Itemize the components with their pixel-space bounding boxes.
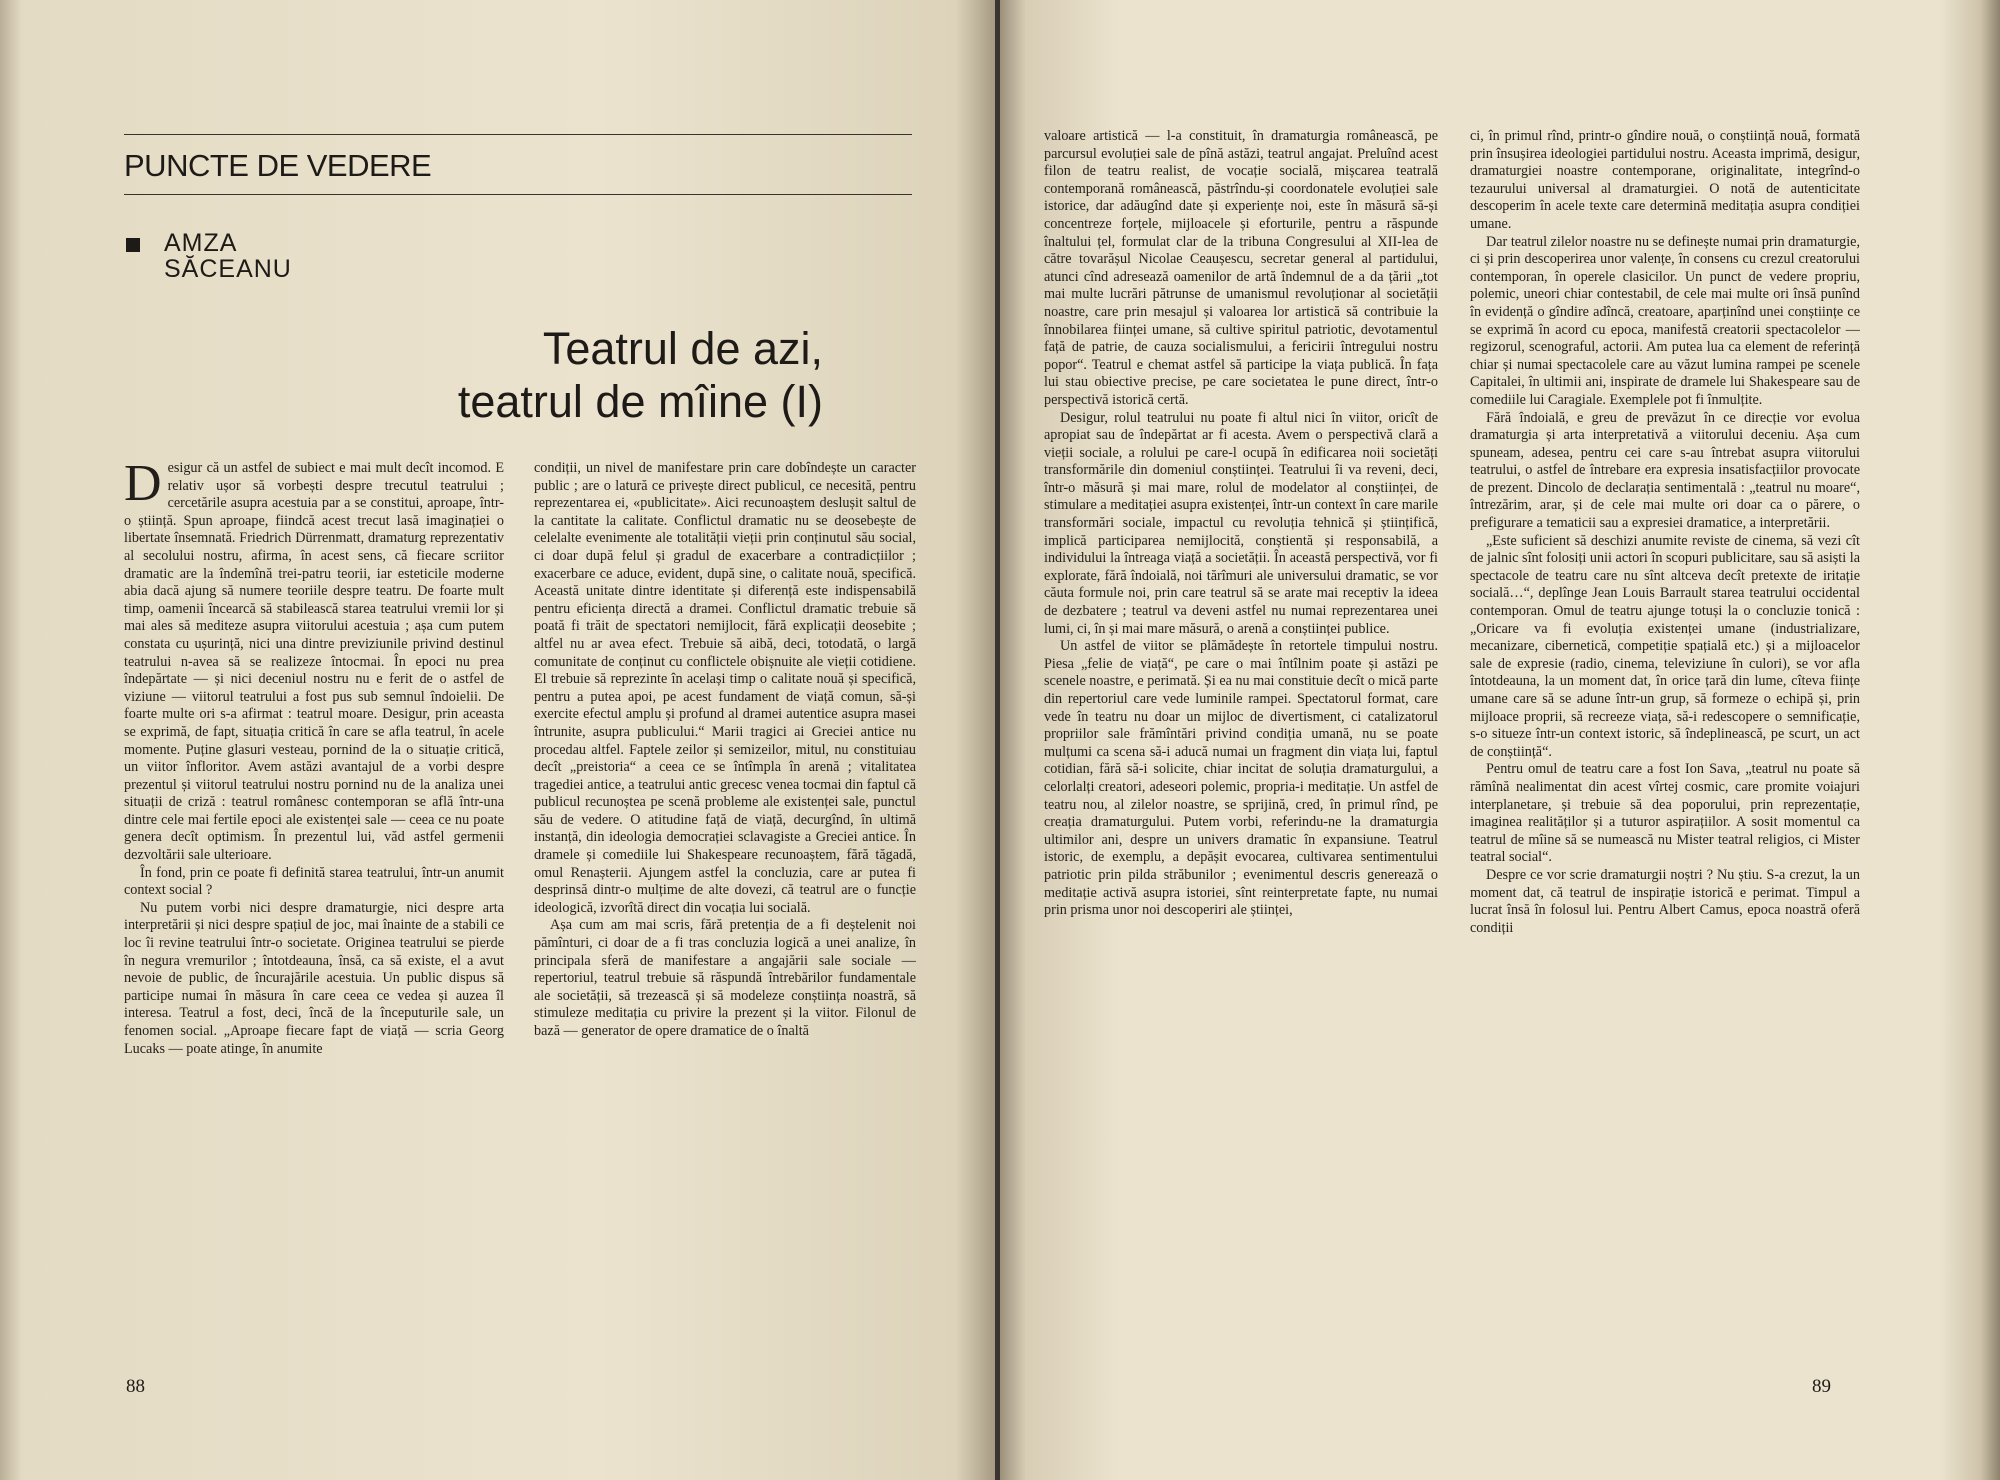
author-second-line: SĂCEANU [164,255,292,283]
paragraph: Dar teatrul zilelor noastre nu se definește numai prin dramaturgie, ci și prin descoperirea unor valențe, în consens cu crezul creatorului contemporan, în operele clasicilor. Un punct de vedere propriu, polemic, uneori chiar contestabil, de cele mai multe ori însă punînd în evidență o gîndire adîncă, creatoare, aparținînd unei conștiințe ce se exprimă în acord cu epoca, manifestă creatorii spectacolelor — regizorul, scenograful, actorii. Am putea lua ca element de referință chiar și numai spectacolele care au văzut lumina rampei pe scenele Capitalei, în ultimii ani, inspirate de dramele lui Shakespeare sau de comediile lui Caragiale. Exemplele pot fi înmulțite. [1470,233,1860,408]
paragraph: Așa cum am mai scris, fără pretenția de a fi deștelenit noi pămînturi, ci doar de a fi tras concluzia logică a unei analize, în principala sferă de manifestare a angajării sale sociale — repertoriul, teatrul trebuie să răspundă întrebărilor fundamentale ale societății, să trezească și să modeleze conștiința noastră, să stimuleze meditația cu privire la prezent și la viitor. Filonul de bază — generator de opere dramatice de o înaltă [534,917,916,1039]
drop-cap: D [124,460,162,512]
article-title-line1: Teatrul de azi, [542,323,823,374]
paragraph [124,460,504,865]
author-first-line: AMZA [164,229,238,257]
paragraph: Despre ce vor scrie dramaturgii noștri ? Nu știu. S-a crezut, la un moment dat, că teatrul de inspirație istorică e perimat. Timpul a lucrat însă în folosul lui. Pentru Albert Camus, epoca noastră oferă condiții [1470,866,1860,936]
author-bullet-square [126,238,140,252]
paragraph: Desigur, rolul teatrului nu poate fi altul nici în viitor, oricît de apropiat sau de îndepărtat ar fi acesta. Avem o perspectivă clară a vieții sociale, a rolului pe care-l ocupă în edificarea noii societăți transformările din domeniul conștiinței. Teatrului îi va reveni, deci, într-o măsură și mai mare, rolul de modelator al conștiinței, de stimulare a meditației asupra existenței, într-un context în care marile transformări sociale, impactul cu revoluția tehnică și științifică, implică participarea nemijlocită, conștientă și responsabilă, a individului la întreaga viață a societății. În această perspectivă, vor fi explorate, fără îndoială, noi tărîmuri ale universului dramatic, se vor căuta formule noi, prin care teatrul să se arate mai receptiv la ideea de dezbatere ; teatrul va deveni astfel nu numai reprezentarea unei lumi, ci, în și mai mare măsură, o arenă a conștiinței publice. [1044,409,1438,637]
text-column-2 [534,460,916,1360]
article-title-line2: teatrul de mîine (I) [457,376,823,427]
author-name [164,230,292,282]
paragraph: condiții, un nivel de manifestare prin care dobîndește un caracter public ; are o latură ce privește direct publicul, ce necesită, pentru reprezentarea ei, «publicitate». Aici recunoaștem deslușit saltul de la cantitate la calitate. Conflictul dramatic nu se deosebește de celelalte evenimente ale totalității vieții prin conținutul său social, ci doar după felul și gradul de exacerbare a contradicțiilor ; exacerbare ce aduce, evident, după sine, o calitate nouă, specifică. Această unitate dintre identitate și diferență este indispensabilă pentru eficiența directă a dramei. Conflictul dramatic trebuie să poată fi trăit de spectatori nemijlocit, fără explicații deosebite ; altfel nu ar avea efect. Trebuie să aibă, deci, totodată, o largă comunitate de conținut cu conflictele obișnuite ale vieții cotidiene. El trebuie să reprezinte în același timp o calitate nouă și specifică, pentru a putea apoi, pe acest fundament de viață comun, să-și exercite efectul amplu și profund al dramei autentice asupra masei întrunite, asupra publicului.“ Marii tragici ai Greciei antice nu procedau altfel. Faptele zeilor și semizeilor, mitul, nu constituiau decît „preistoria“ a ceea ce se întîmpla în arenă ; vitalitatea tragediei antice, a teatrului antic grecesc venea tocmai din faptul că publicul recunoștea pe scenă probleme ale existenței sale, punctul său de vedere. O atitudine față de viață, decurgînd, în ultimă instanță, din ideologia democrației sclavagiste a Greciei antice. În dramele și comediile lui Shakespeare recunoaștem, fără tăgadă, omul Renașterii. Ajungem astfel la concluzia, care ar putea fi desprinsă dintr-o mulțime de alte dovezi, că teatrul are o funcție ideologică, izvorîtă direct din vocația lui socială. [534,460,916,916]
right-page [1000,0,2000,1480]
page-number-right: 89 [1812,1376,1831,1397]
text-column-4 [1470,128,1860,1364]
section-title: PUNCTE DE VEDERE [124,148,432,183]
paragraph: Pentru omul de teatru care a fost Ion Sava, „teatrul nu poate să rămînă nealimentat din acest vîrtej cosmic, care promite voiajuri interplanetare, și trebuie să dea poporului, prin reprezentație, imaginea realităților și a tuturor aspirațiilor. A sosit momentul ca teatrul de mîine să se numească nu Mister teatral religios, ci Mister teatral social“. [1470,761,1860,866]
paragraph-text: esigur că un astfel de subiect e mai mult decît incomod. E relativ ușor să vorbești despre trecutul teatrului ; cercetările asupra acestuia par a se constitui, aproape, într-o știință. Spun aproape, fiindcă acest trecut lasă imaginației o libertate însemnată. Friedrich Dürrenmatt, dramaturg reprezentativ al secolului nostru, afirma, în acest sens, că fiecare scriitor dramatic are la îndemînă trei-patru teorii, iar esteticile moderne abia dacă ajung să numere teoriile despre teatru. De foarte mult timp, oamenii încearcă să stabilească starea teatrului vremii lor și mai ales să mediteze asupra viitorului acestuia ; așa cum putem constata cu ușurință, nici una dintre previziunile privind destinul teatrului n-avea să se realizeze întocmai. În epoci nu prea îndepărtate — și nici deceniul nostru nu e ferit de o astfel de viziune — viitorul teatrului a fost pus sub semnul îndoielii. De foarte multe ori s-a afirmat : teatrul moare. Desigur, prin aceasta se exprimă, de fapt, situația critică în care se afla teatrul, în acele momente. Puține glasuri vesteau, pornind de la o situație critică, un viitor înfloritor. Avem astăzi avantajul de a vorbi despre prezentul și viitorul teatrului nostru pornind nu de la analiza unei situații de criză : teatrul românesc contemporan se află într-una dintre cele mai fertile epoci ale existenței sale — ceea ce nu poate genera decît optimism. În prezentul lui, văd astfel germenii dezvoltării sale ulterioare. [124,460,504,864]
article-title [458,322,823,428]
paragraph: ci, în primul rînd, printr-o gîndire nouă, o conștiință nouă, formată prin însușirea ideologiei partidului nostru. Aceasta imprimă, desigur, dramaturgiei noastre contemporane, originalitate, integrînd-o tezaurului universal al dramaturgiei. O notă de autenticitate descoperim în acele texte care determină meditația asupra condiției umane. [1470,128,1860,232]
page-number-left: 88 [126,1376,145,1397]
paragraph: Fără îndoială, e greu de prevăzut în ce direcție vor evolua dramaturgia și arta interpretativă a viitorului deceniu. Așa cum spuneam, adesea, pentru cei care s-au întrebat asupra viitorului teatrului, o astfel de întrebare era expresia insatisfacțiilor provocate de prezent. Dincolo de declarația sentimentală : „teatrul nu moare“, întrezărim, arar, și de cele mai multe ori doar ca o părere, o prefigurare a tematicii sau a expresiei dramatice, a interpretării. [1470,409,1860,532]
paragraph: valoare artistică — l-a constituit, în dramaturgia românească, pe parcursul evoluției sale de pînă astăzi, teatrul angajat. Preluînd acest filon de teatru realist, de vocație socială, mișcarea teatrală contemporană românească, păstrîndu-și coordonatele evoluției sale istorice, dar adăugînd date și experiențe noi, este în măsură să-și concentreze forțele, mijloacele și eforturile, pentru a răspunde înaltului țel, formulat clar de la tribuna Congresului al XII-lea de către tovarășul Nicolae Ceaușescu, secretar general al partidului, atunci cînd adresează oamenilor de artă îndemnul de a da țării „tot mai multe lucrări pătrunse de umanismul revoluționar al societății noastre, care prin mesajul și valoarea lor artistică să contribuie la înnobilarea ființei umane, să cultive spiritul patriotic, devotamentul față de patrie, de cauza socialismului, a fericirii întregului nostru popor“. Teatrul e chemat astfel să participe la viața publică. În fața lui stau obiective precise, pe care societatea le pune direct, într-o perspectivă istorică certă. [1044,128,1438,408]
left-page [0,0,995,1480]
paragraph: Nu putem vorbi nici despre dramaturgie, nici despre arta interpretării și nici despre spațiul de joc, mai înainte de a stabili ce loc îi revine teatrului într-o societate. Originea teatrului se pierde în negura vremurilor ; întotdeauna, însă, ca să existe, el a avut nevoie de public, de încurajările acestuia. Un public dispus să participe numai în măsura în care ceea ce vedea și auzea îl interesa. Teatrul a fost, deci, încă de la începuturile sale, un fenomen social. „Aproape fiecare fapt de viață — scria Georg Lucaks — poate atinge, în anumite [124,899,504,1057]
text-column-3 [1044,128,1438,1364]
section-rule [124,194,912,195]
paragraph: „Este suficient să deschizi anumite reviste de cinema, să vezi cît de jalnic sînt folosiți unii actori în scopuri publicitare, sau să asiști la spectacole de teatru care nu sînt altceva decît pretexte de iritație socială…“, deplînge Jean Louis Barrault starea teatrului occidental contemporan. Omul de teatru ajunge totuși la o concluzie tonică : „Oricare va fi evoluția existenței umane (industrializare, mecanizare, cibernetică, competiție spațială etc.) și a mijloacelor sale de expresie (radio, cinema, televiziune în culori), se vor afla întotdeauna, la un moment dat, în orice țară din lume, cîteva ființe umane care să se adune într-un grup, să formeze o echipă și, prin mijloace proprii, să recreeze viața, să-i redescopere o semnificație, s-o situeze într-un context istoric, să îndeplinească, pe scurt, un act de conștiință“. [1470,532,1860,760]
top-rule [124,134,912,135]
paragraph: Un astfel de viitor se plămădește în retortele timpului nostru. Piesa „felie de viață“, pe care o mai întîlnim poate și astăzi pe scenele noastre, e perimată. Și ea nu mai constituie decît o mică parte din repertoriul care vede luminile rampei. Spectatorul format, care vede în teatru nu doar un mijloc de divertisment, ci catalizatorul propriilor sale frămîntări privind condiția umană, nu se poate mulțumi ca scena să-i aducă numai un fragment din viața lui, faptul cotidian, fără să-i solicite, chiar incitat de soluția dramaturgului, a celorlalți creatori, adeseori polemic, propria-i meditație. Un astfel de teatru nou, al zilelor noastre, se sprijină, cred, în primul rînd, pe creația dramaturgului. Putem vorbi, referindu-ne la dramaturgia ultimilor ani, despre un univers dramatic în expansiune. Teatrul istoric, de exemplu, a depășit evocarea, cultivarea sentimentului patriotic prin pilda străbunilor ; evenimentul descris generează o meditație activă asupra istoriei, sînt reinterpretate fapte, nu numai prin prisma unor noi descoperiri ale științei, [1044,638,1438,919]
text-column-1 [124,460,504,1360]
paragraph: În fond, prin ce poate fi definită starea teatrului, într-un anumit context social ? [124,864,504,899]
